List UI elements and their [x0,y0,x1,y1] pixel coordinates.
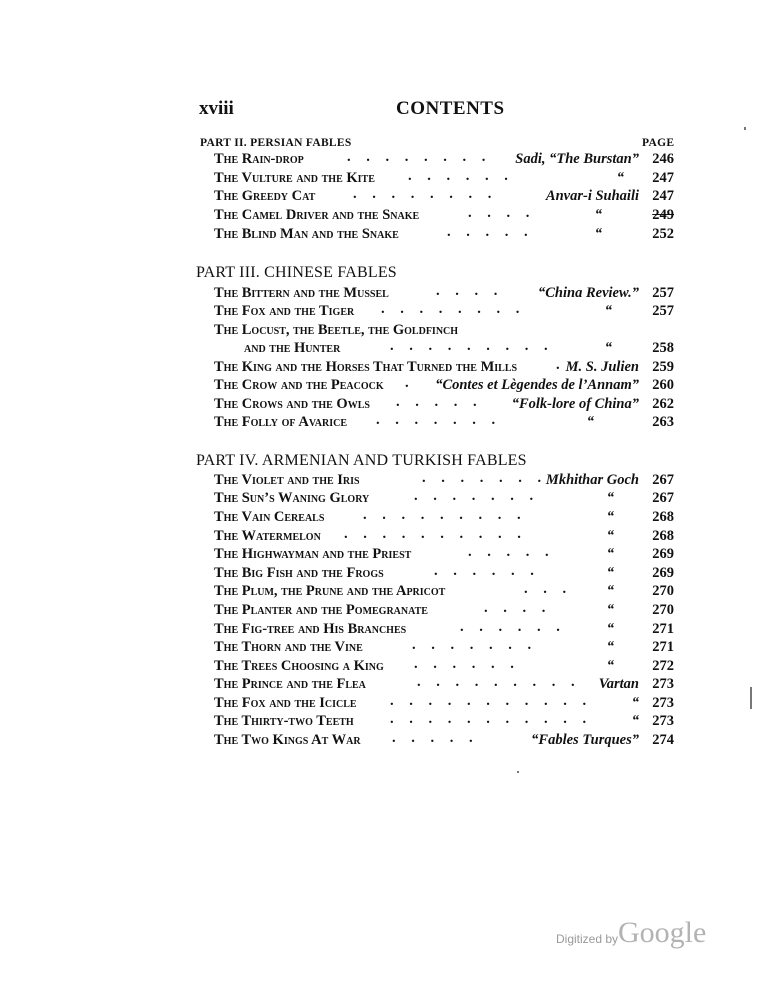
entry-page: 247 [652,188,674,204]
entry-title: The Planter and the Pomegranate [214,602,428,618]
entry-source: “Contes et Lègendes de l’Annam” [435,377,639,393]
entry-page: 258 [652,340,674,356]
entry-source: Sadi, “The Burstan” [515,151,639,167]
entry-leader-dots: . [556,357,566,373]
entry-title: The Fig-tree and His Branches [214,621,407,637]
page-number: xviii [199,98,234,119]
entry-title: The Thorn and the Vine [214,639,363,655]
entry-source: “ [606,602,614,618]
entry-title: The Two Kings At War [214,732,361,748]
entry-title: The Violet and the Iris [214,472,360,488]
entry-title: and the Hunter [244,340,341,356]
entry-page: 271 [652,639,674,655]
entry-title: The Rain-drop [214,151,304,167]
page-column-label: PAGE [642,137,675,149]
entry-page: 252 [652,226,674,242]
entry-leader-dots: . . . . [468,205,536,221]
entry-source: “ [606,583,614,599]
toc-entry[interactable] [214,226,674,245]
entry-page: 260 [652,377,674,393]
entry-source: “ [606,621,614,637]
entry-leader-dots: . . . . . . [460,619,566,635]
entry-leader-dots: . . . . [436,283,504,299]
entry-page: 273 [652,713,674,729]
entry-source: “Fables Turques” [531,732,639,748]
entry-source: “ [606,658,614,674]
entry-page: 249 [652,207,674,223]
entry-leader-dots: . . . . . . . . . . . [390,693,593,709]
entry-page: 273 [652,695,674,711]
entry-source: “Folk-lore of China” [511,396,639,412]
entry-title: The Vain Cereals [214,509,325,525]
toc-entry[interactable] [214,340,674,359]
toc-entry[interactable] [214,414,674,433]
entry-leader-dots: . . . . . . . [422,470,548,486]
entry-leader-dots: . . . . . [447,224,534,240]
entry-title: The Thirty-two Teeth [214,713,354,729]
watermark-prefix: Digitized by [556,932,619,946]
entry-source: “ [606,528,614,544]
entry-source: Mkhithar Goch [545,472,639,488]
entry-page: 269 [652,546,674,562]
entry-leader-dots: . . . . . . [408,168,514,184]
toc-entry[interactable] [214,207,674,226]
entry-leader-dots: . . . . . . . . . [390,338,554,354]
entry-leader-dots: . . . . . . . [412,637,538,653]
part-4-heading: PART IV. ARMENIAN AND TURKISH FABLES [196,452,527,469]
entry-source: “ [606,639,614,655]
entry-source: “ [606,565,614,581]
entry-page: 270 [652,583,674,599]
toc-entry[interactable] [214,188,674,207]
entry-leader-dots: . . . . . . . . [347,149,492,165]
entry-page: 273 [652,676,674,692]
entry-source: “ [604,303,612,319]
toc-entry[interactable] [214,303,674,322]
entry-page: 267 [652,490,674,506]
entry-leader-dots: . . . . . [468,544,555,560]
digitized-by-google-watermark [556,916,716,950]
entry-source: “ [606,509,614,525]
entry-source: “ [631,695,639,711]
entry-title: The Sun’s Waning Glory [214,490,370,506]
entry-source: Vartan [598,676,639,692]
scan-speck [750,687,752,709]
entry-leader-dots: . [405,375,415,391]
toc-entry[interactable] [214,359,674,378]
entry-page: 270 [652,602,674,618]
entry-leader-dots: . . . . . . . . . . [344,526,527,542]
entry-source: “ [586,414,594,430]
entry-page: 269 [652,565,674,581]
entry-title: The Crow and the Peacock [214,377,384,393]
entry-title: The Camel Driver and the Snake [214,207,420,223]
entry-leader-dots: . . . . [484,600,552,616]
entry-leader-dots: . . . . . . . [376,412,502,428]
entry-page: 268 [652,509,674,525]
toc-entry[interactable] [214,583,674,602]
part-2-heading: PART II. PERSIAN FABLES [200,137,352,149]
entry-leader-dots: . . . . . . [434,563,540,579]
entry-title: The Big Fish and the Frogs [214,565,384,581]
toc-entry[interactable] [214,528,674,547]
entry-leader-dots: . . . . . . . . . [363,507,527,523]
entry-title: The Prince and the Flea [214,676,366,692]
entry-title: The Bittern and the Mussel [214,285,389,301]
entry-title: The Trees Choosing a King [214,658,384,674]
entry-source: “ [594,207,602,223]
entry-title: The Plum, the Prune and the Apricot [214,583,446,599]
entry-page: 263 [652,414,674,430]
part-3-heading: PART III. CHINESE FABLES [196,264,397,281]
entry-leader-dots: . . . . . . . . . [417,674,581,690]
entry-title: The Folly of Avarice [214,414,347,430]
entry-page: 246 [652,151,674,167]
contents-heading: CONTENTS [396,98,505,119]
entry-title: The Watermelon [214,528,321,544]
entry-leader-dots: . . . . . [396,394,483,410]
entry-leader-dots: . . . . . . . . . . . [390,711,593,727]
entry-page: 271 [652,621,674,637]
entry-page: 257 [652,303,674,319]
entry-page: 272 [652,658,674,674]
entry-leader-dots: . . . . . . [414,656,520,672]
toc-entry[interactable] [214,565,674,584]
entry-title: The Vulture and the Kite [214,170,375,186]
entry-leader-dots: . . . . . [392,730,479,746]
scan-speck [517,771,519,773]
entry-source: “ [594,226,602,242]
entry-title: The Fox and the Tiger [214,303,355,319]
entry-page: 268 [652,528,674,544]
entry-source: “China Review.” [538,285,639,301]
entry-source: “ [606,490,614,506]
entry-source: “ [606,546,614,562]
entry-leader-dots: . . . . . . . [414,488,540,504]
entry-title: The Crows and the Owls [214,396,370,412]
toc-entry[interactable] [214,602,674,621]
entry-page: 262 [652,396,674,412]
scan-speck [744,127,746,130]
entry-leader-dots: . . . . . . . . [353,186,498,202]
entry-leader-dots: . . . [524,581,573,597]
entry-title: The Highwayman and the Priest [214,546,412,562]
entry-title: The Greedy Cat [214,188,316,204]
entry-title: The Locust, the Beetle, the Goldfinch [214,322,459,338]
entry-source: “ [616,170,624,186]
entry-source: Anvar-i Suhaili [545,188,639,204]
entry-leader-dots: . . . . . . . . [381,301,526,317]
entry-page: 267 [652,472,674,488]
toc-entry[interactable] [214,732,674,751]
google-logo: Google [618,916,707,949]
entry-source: M. S. Julien [565,359,639,375]
entry-page: 259 [652,359,674,375]
entry-title: The Fox and the Icicle [214,695,357,711]
entry-page: 247 [652,170,674,186]
entry-source: “ [604,340,612,356]
entry-source: “ [631,713,639,729]
entry-title: The King and the Horses That Turned the Mills [214,359,518,375]
entry-page: 257 [652,285,674,301]
entry-page: 274 [652,732,674,748]
entry-title: The Blind Man and the Snake [214,226,399,242]
